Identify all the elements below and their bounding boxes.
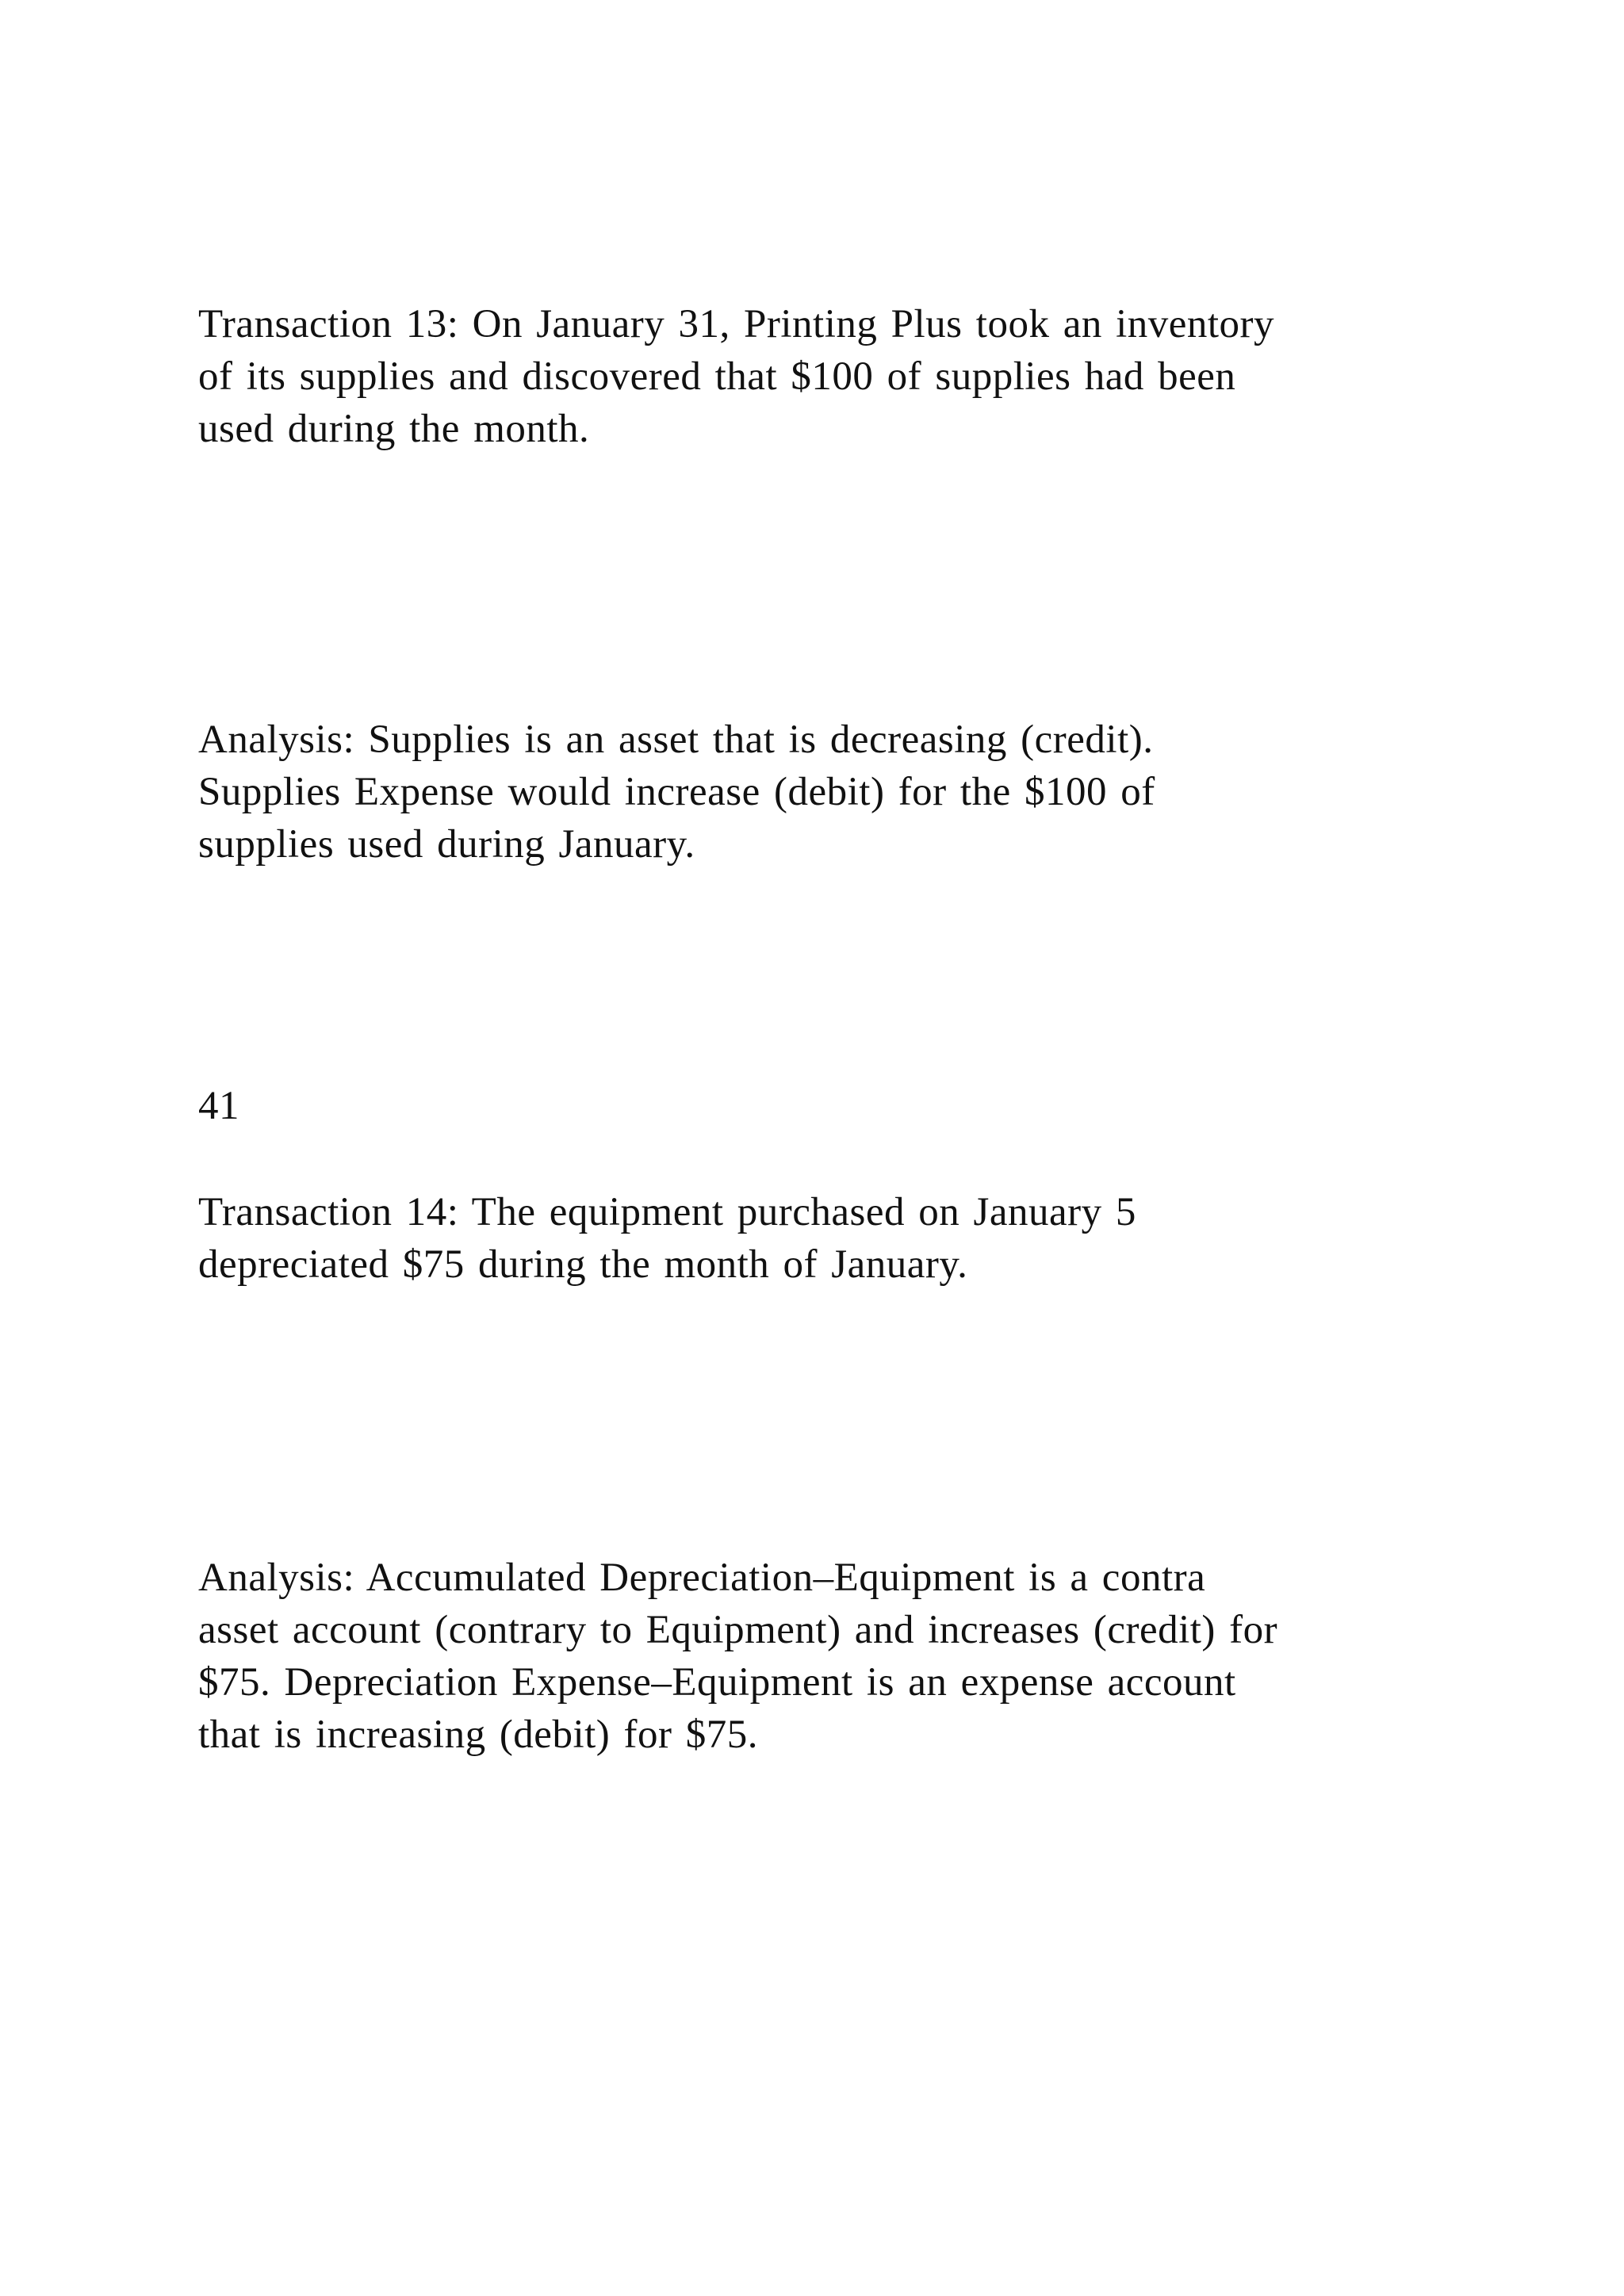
transaction-13-analysis-paragraph — [198, 714, 1467, 871]
text-line: of its supplies and discovered that $100 of supplies had been — [198, 354, 1236, 399]
transaction-13-paragraph — [198, 298, 1467, 455]
text-line: Transaction 13: On January 31, Printing Plus took an inventory — [198, 302, 1275, 346]
text-line: used during the month. — [198, 407, 590, 451]
text-line: Analysis: Accumulated Depreciation–Equipment is a contra — [198, 1556, 1206, 1600]
text-line: supplies used during January. — [198, 822, 695, 867]
text-line: Analysis: Supplies is an asset that is decreasing (credit). — [198, 718, 1154, 762]
page-number-text: 41 — [198, 1084, 239, 1128]
text-line: asset account (contrary to Equipment) and increases (credit) for — [198, 1608, 1278, 1652]
transaction-14-analysis-paragraph — [198, 1552, 1467, 1761]
text-line: depreciated $75 during the month of January. — [198, 1242, 968, 1287]
transaction-14-paragraph — [198, 1186, 1467, 1291]
text-line: $75. Depreciation Expense–Equipment is an expense account — [198, 1660, 1236, 1705]
page-number — [198, 1080, 1467, 1132]
text-line: Supplies Expense would increase (debit) for the $100 of — [198, 770, 1155, 814]
text-line: Transaction 14: The equipment purchased on January 5 — [198, 1190, 1136, 1234]
text-line: that is increasing (debit) for $75. — [198, 1712, 758, 1757]
